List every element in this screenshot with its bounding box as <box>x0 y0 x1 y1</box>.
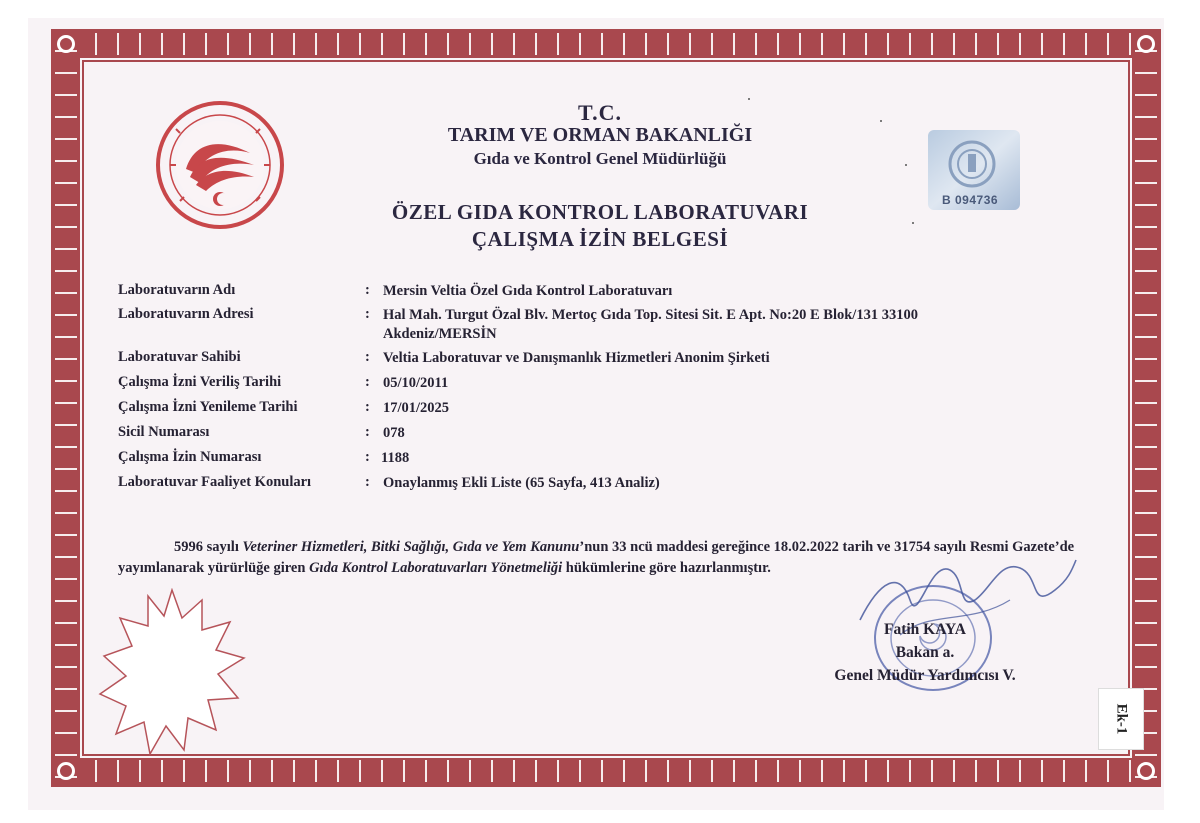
field-label: Çalışma İzin Numarası <box>118 449 262 465</box>
scan-speck <box>880 120 882 122</box>
document-title-line2: ÇALIŞMA İZİN BELGESİ <box>471 227 729 251</box>
signatory-title: Genel Müdür Yardımcısı V. <box>834 667 1016 684</box>
law-title: Veteriner Hizmetleri, Bitki Sağlığı, Gıda ve Yem Kanunu <box>242 539 580 555</box>
certificate-fields <box>118 282 1038 499</box>
field-value: 17/01/2025 <box>383 400 450 416</box>
field-separator: : <box>365 399 370 415</box>
hologram-code: B 094736 <box>942 193 999 207</box>
attachment-tab <box>1098 688 1144 750</box>
corner-ornament-br <box>1137 762 1155 780</box>
field-value: Mersin Veltia Özel Gıda Kontrol Laboratuvarı <box>383 283 673 299</box>
scan-speck <box>912 222 914 224</box>
corner-ornament-bl <box>57 762 75 780</box>
field-row-registry-number <box>118 424 1038 449</box>
field-value: 05/10/2011 <box>383 375 449 391</box>
legal-text-part: ’nun 33 ncü maddesi gereğince 18.02.2022 tarih ve 31754 sayılı Resmi Gazete’de yayımlanarak yürürlüğe giren <box>118 539 1075 576</box>
field-label: Laboratuvar Sahibi <box>118 349 241 365</box>
field-label: Laboratuvarın Adresi <box>118 306 254 322</box>
document-title-line1: ÖZEL GIDA KONTROL LABORATUVARI <box>391 200 809 224</box>
field-separator: : <box>365 282 370 298</box>
field-row-activity-scope <box>118 474 1038 499</box>
country-abbreviation: T.C. <box>578 100 622 125</box>
field-label: Çalışma İzni Yenileme Tarihi <box>118 399 298 415</box>
field-value: Hal Mah. Turgut Özal Blv. Mertoç Gıda Top. Sitesi Sit. E Apt. No:20 E Blok/131 33100 Akdeniz/MERSİN <box>383 307 918 342</box>
attachment-label: Ek-1 <box>1113 703 1130 735</box>
field-row-lab-owner <box>118 349 1038 374</box>
field-value: 078 <box>383 425 405 441</box>
field-row-permit-number <box>118 449 1038 474</box>
field-value: 1188 <box>381 450 410 466</box>
corner-ornament-tr <box>1137 35 1155 53</box>
border-bottom-band <box>56 760 1156 782</box>
field-separator: : <box>365 474 370 490</box>
border-top-band <box>56 33 1156 55</box>
signature-block <box>800 618 1050 687</box>
legal-text-part: 5996 sayılı <box>174 539 243 555</box>
scan-speck <box>748 98 750 100</box>
signatory-authority: Bakan a. <box>895 644 955 661</box>
field-label: Laboratuvar Faaliyet Konuları <box>118 474 312 490</box>
field-row-lab-address <box>118 306 1038 349</box>
field-label: Laboratuvarın Adı <box>118 282 236 298</box>
starburst-seal-icon <box>98 588 246 758</box>
field-separator: : <box>365 306 370 322</box>
field-label: Sicil Numarası <box>118 424 210 440</box>
legal-text-part: hükümlerine göre hazırlanmıştır. <box>562 560 771 576</box>
field-row-renewal-date <box>118 399 1038 424</box>
field-row-issue-date <box>118 374 1038 399</box>
field-value: Onaylanmış Ekli Liste (65 Sayfa, 413 Analiz) <box>383 475 660 491</box>
regulation-title: Gıda Kontrol Laboratuvarları Yönetmeliği <box>309 560 563 576</box>
directorate-name: Gıda ve Kontrol Genel Müdürlüğü <box>473 149 727 168</box>
field-label: Çalışma İzni Veriliş Tarihi <box>118 374 282 390</box>
field-separator: : <box>365 374 370 390</box>
scan-speck <box>905 164 907 166</box>
field-separator: : <box>365 424 370 440</box>
ministry-name: TARIM VE ORMAN BAKANLIĞI <box>447 124 753 146</box>
field-separator: : <box>365 449 370 465</box>
signatory-name: Fatih KAYA <box>884 621 966 638</box>
field-value: Veltia Laboratuvar ve Danışmanlık Hizmetleri Anonim Şirketi <box>383 350 770 366</box>
field-separator: : <box>365 349 370 365</box>
field-row-lab-name <box>118 282 1038 306</box>
corner-ornament-tl <box>57 35 75 53</box>
